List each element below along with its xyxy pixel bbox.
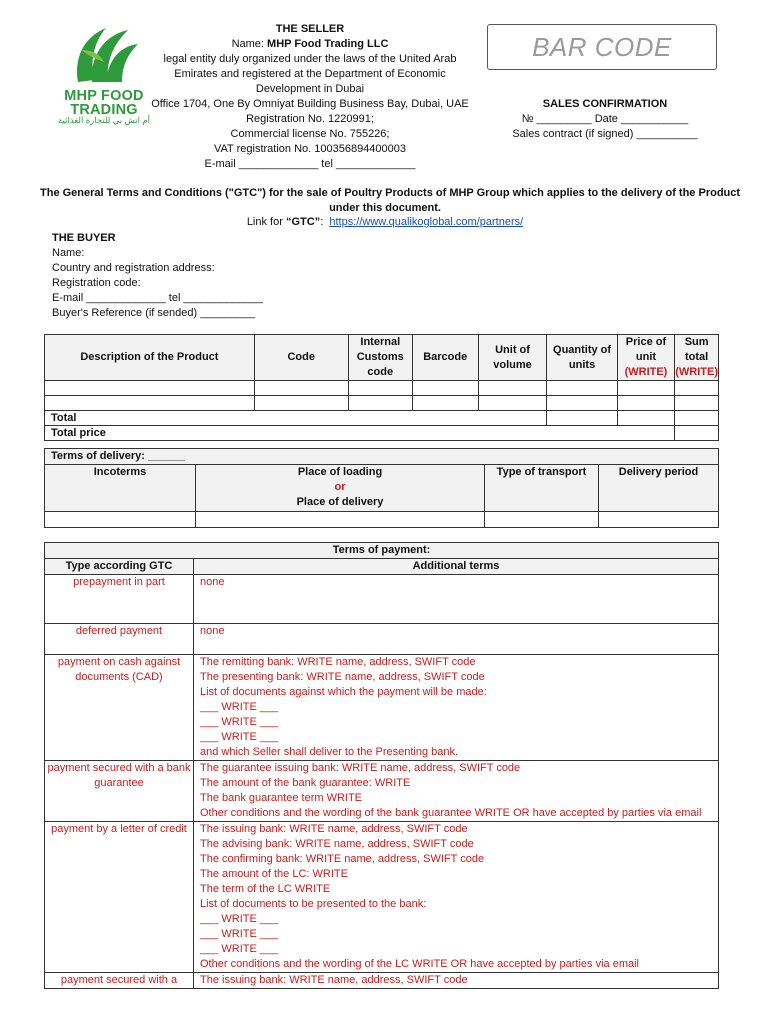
- gtc-link-line: [40, 216, 730, 228]
- gtc-link[interactable]: https://www.qualikoglobal.com/partners/: [329, 216, 524, 228]
- buyer-block: [52, 231, 263, 321]
- payment-terms[interactable]: none: [194, 624, 719, 655]
- header-unit-of-volume: Unit of volume: [478, 335, 547, 381]
- header-additional-terms: Additional terms: [194, 559, 719, 575]
- company-logo: [48, 20, 160, 130]
- payment-terms[interactable]: The remitting bank: WRITE name, address, SWIFT code The presenting bank: WRITE name, address, SWIFT code List of documents against which the payment will be made: ___ WRITE ___ ___ WRITE ___ ___ WRITE ___ and which Seller shall deliver to the Presenting bank.: [194, 655, 719, 761]
- barcode-box: [487, 24, 717, 70]
- delivery-table: [44, 448, 719, 528]
- product-header-row: [45, 335, 719, 381]
- table-row: [45, 512, 719, 528]
- total-label: Total: [45, 411, 547, 426]
- table-row: [45, 655, 719, 761]
- buyer-line: Name:: [52, 247, 85, 259]
- payment-type: payment secured with a: [45, 973, 194, 989]
- table-row: [45, 624, 719, 655]
- payment-terms[interactable]: The issuing bank: WRITE name, address, SWIFT code The advising bank: WRITE name, address, SWIFT code The confirming bank: WRITE name, address, SWIFT code The amount of the LC: WRITE The term of the LC WRITE List of documents to be presented to the bank: ___ WRITE ___ ___ WRITE ___ ___ WRITE ___ Other conditions and the wording of the LC WRITE OR have accepted by parties via email: [194, 822, 719, 973]
- payment-type: prepayment in part: [45, 575, 194, 624]
- payment-header-row: [45, 559, 719, 575]
- header-quantity: Quantity of units: [547, 335, 617, 381]
- table-row: [45, 761, 719, 822]
- gtc-link-colon: :: [320, 216, 330, 228]
- logo-arabic-text: أم اتش بي للتجارة الغذائية: [57, 115, 151, 125]
- payment-table: [44, 542, 719, 989]
- product-table: [44, 334, 719, 441]
- seller-line: legal entity duly organized under the laws of the United Arab: [163, 53, 457, 65]
- header-incoterms: Incoterms: [45, 465, 196, 512]
- payment-type: payment secured with a bank guarantee: [45, 761, 194, 822]
- header-place: Place of loading or Place of delivery: [196, 465, 485, 512]
- gtc-line-2: under this document.: [329, 202, 441, 214]
- payment-terms[interactable]: The guarantee issuing bank: WRITE name, address, SWIFT code The amount of the bank guarantee: WRITE The bank guarantee term WRITE Other conditions and the wording of the bank guarantee WRITE OR have accepted by parties via email: [194, 761, 719, 822]
- delivery-header-row: [45, 465, 719, 512]
- payment-type: payment on cash against documents (CAD): [45, 655, 194, 761]
- header-type: Type according GTC: [45, 559, 194, 575]
- seller-name-label: Name:: [231, 38, 264, 50]
- header-period: Delivery period: [599, 465, 719, 512]
- header-description: Description of the Product: [45, 335, 255, 381]
- payment-terms[interactable]: The issuing bank: WRITE name, address, SWIFT code: [194, 973, 719, 989]
- payment-type: deferred payment: [45, 624, 194, 655]
- table-row: [45, 973, 719, 989]
- payment-type: payment by a letter of credit: [45, 822, 194, 973]
- header-code: Code: [254, 335, 348, 381]
- table-row: [45, 575, 719, 624]
- logo-line-2: TRADING: [70, 102, 138, 118]
- header-internal-customs-code: Internal Customs code: [348, 335, 412, 381]
- sales-title: SALES CONFIRMATION: [542, 98, 668, 110]
- gtc-line-1: The General Terms and Conditions ("GTC") for the sale of Poultry Products of MHP Group which applies to the delivery of the Product: [40, 187, 741, 199]
- total-price-row: [45, 426, 719, 441]
- payment-title-row: [45, 543, 719, 559]
- seller-line: Office 1704, One By Omniyat Building Business Bay, Dubai, UAE: [151, 98, 469, 110]
- seller-line: E-mail _____________ tel _____________: [204, 158, 416, 170]
- buyer-heading: THE BUYER: [52, 232, 116, 244]
- gtc-link-prefix: Link for: [246, 216, 286, 228]
- sales-confirmation: [470, 97, 740, 142]
- seller-name-line: [150, 37, 470, 52]
- header-barcode: Barcode: [412, 335, 478, 381]
- logo-line-1: MHP FOOD: [64, 88, 144, 104]
- payment-terms[interactable]: none: [194, 575, 719, 624]
- delivery-title-row: [45, 449, 719, 465]
- sales-contract: Sales contract (if signed) __________: [512, 128, 698, 140]
- buyer-line: Registration code:: [52, 277, 141, 289]
- buyer-line: E-mail _____________ tel _____________: [52, 292, 264, 304]
- total-row: [45, 411, 719, 426]
- payment-title: Terms of payment:: [45, 543, 719, 559]
- header-sum-total: Sum total (WRITE): [675, 335, 719, 381]
- seller-line: Development in Dubai: [255, 83, 365, 95]
- header-price: Price of unit (WRITE): [617, 335, 675, 381]
- seller-block: [150, 22, 470, 172]
- table-row: [45, 396, 719, 411]
- seller-name-value: MHP Food Trading LLC: [267, 38, 389, 50]
- seller-line: Emirates and registered at the Department of Economic: [174, 68, 446, 80]
- seller-heading: THE SELLER: [275, 23, 345, 35]
- delivery-title: Terms of delivery: ______: [45, 449, 719, 465]
- total-price-label: Total price: [45, 426, 675, 441]
- seller-line: Registration No. 1220991;: [246, 113, 374, 125]
- buyer-line: Buyer's Reference (if sended) _________: [52, 307, 256, 319]
- gtc-statement: [40, 186, 741, 216]
- table-row: [45, 381, 719, 396]
- barcode-label: BAR CODE: [532, 32, 672, 62]
- gtc-link-key: “GTC”: [285, 216, 321, 228]
- table-row: [45, 822, 719, 973]
- sales-number-date: № _________ Date ___________: [521, 113, 689, 125]
- seller-line: VAT registration No. 100356894400003: [213, 143, 407, 155]
- buyer-line: Country and registration address:: [52, 262, 215, 274]
- header-transport: Type of transport: [485, 465, 599, 512]
- leaf-logo-icon: [48, 20, 160, 88]
- seller-line: Commercial license No. 755226;: [230, 128, 390, 140]
